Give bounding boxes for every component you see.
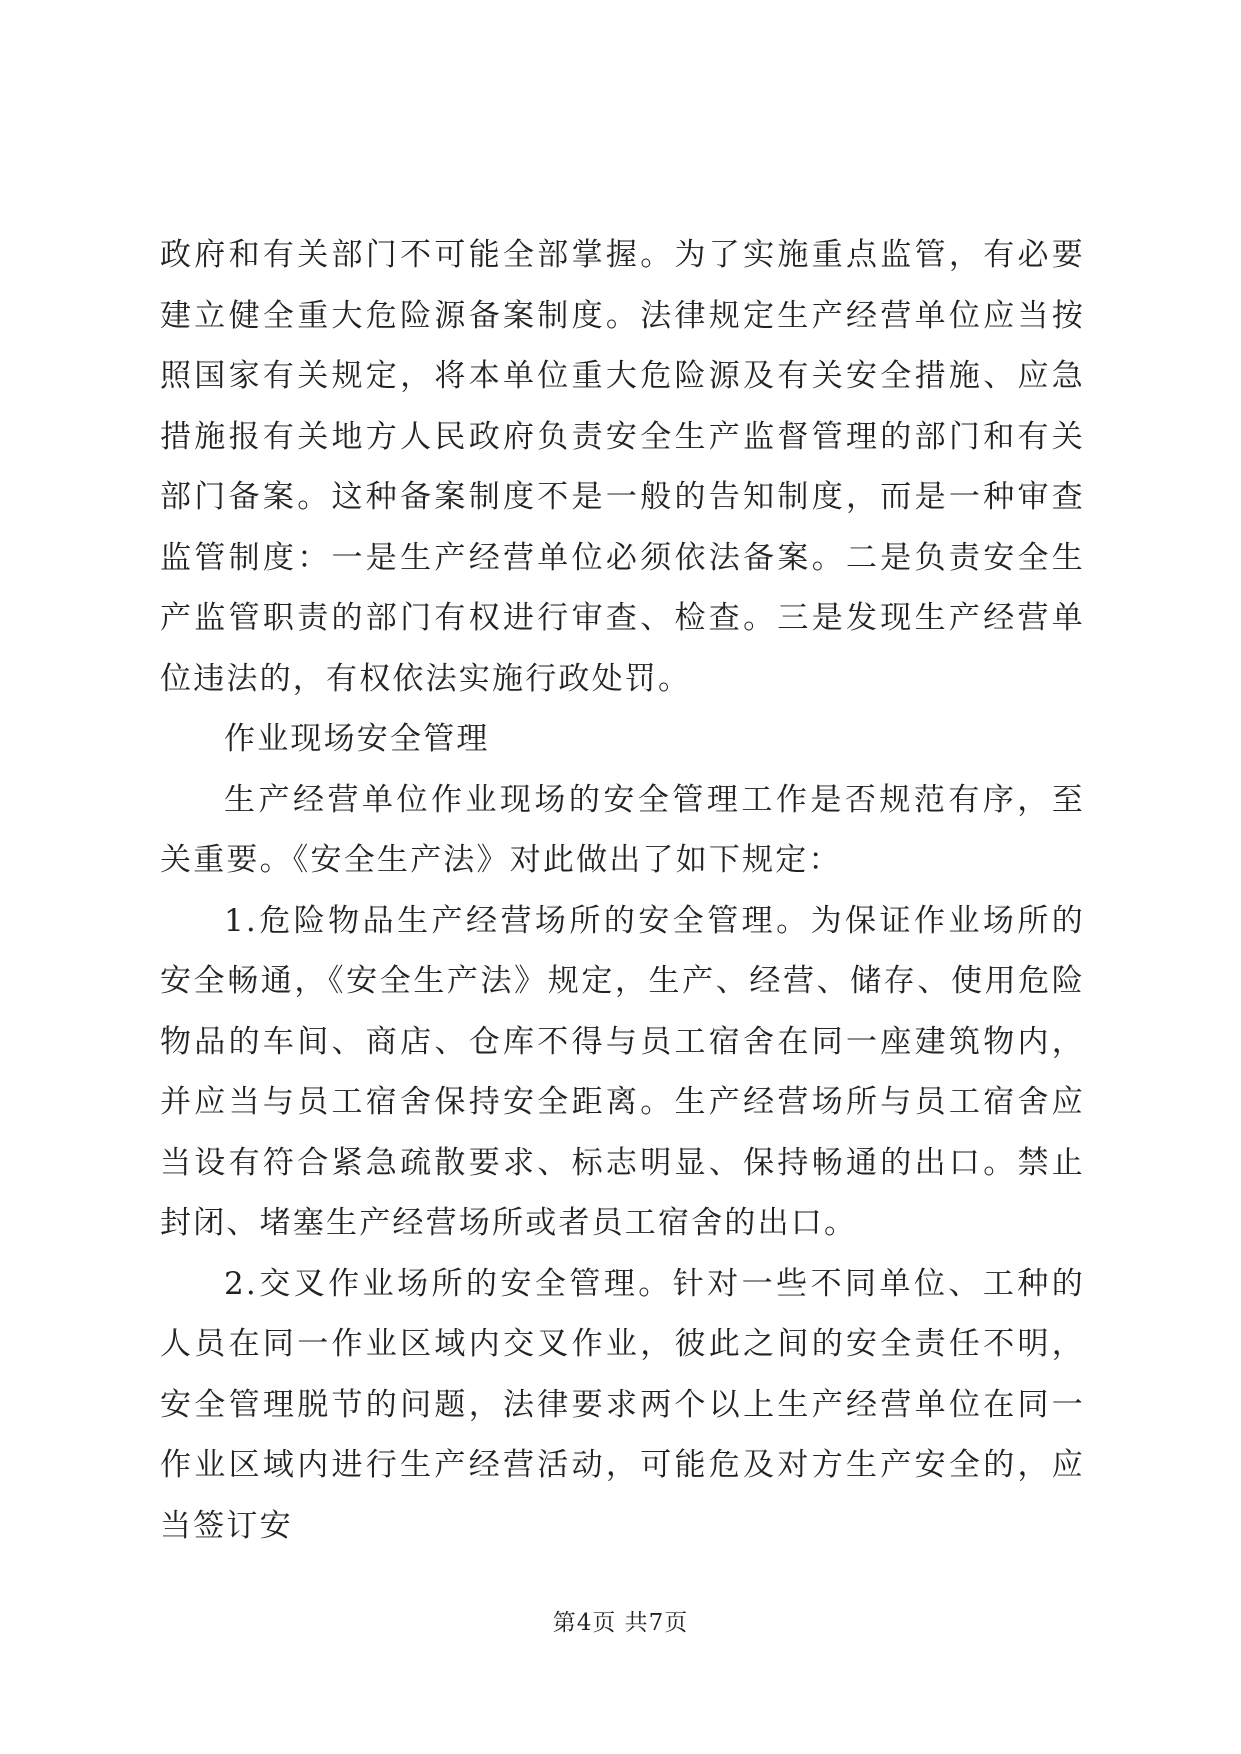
page-footer: 第4页 共7页	[552, 1610, 689, 1636]
section-heading: 作业现场安全管理	[224, 721, 490, 757]
document-body	[160, 225, 1085, 1556]
paragraph-2: 生产经营单位作业现场的安全管理工作是否规范有序，至关重要。《安全生产法》对此做出了如下规定：	[160, 781, 1085, 878]
paragraph-3: 1.危险物品生产经营场所的安全管理。为保证作业场所的安全畅通，《安全生产法》规定，生产、经营、储存、使用危险物品的车间、商店、仓库不得与员工宿舍在同一座建筑物内，并应当与员工宿舍保持安全距离。生产经营场所与员工宿舍应当设有符合紧急疏散要求、标志明显、保持畅通的出口。禁止封闭、堵塞生产经营场所或者员工宿舍的出口。	[160, 902, 1085, 1241]
paragraph-1: 政府和有关部门不可能全部掌握。为了实施重点监管，有必要建立健全重大危险源备案制度。法律规定生产经营单位应当按照国家有关规定，将本单位重大危险源及有关安全措施、应急措施报有关地方人民政府负责安全生产监督管理的部门和有关部门备案。这种备案制度不是一般的告知制度，而是一种审查监管制度：一是生产经营单位必须依法备案。二是负责安全生产监管职责的部门有权进行审查、检查。三是发现生产经营单位违法的，有权依法实施行政处罚。	[160, 237, 1085, 697]
paragraph-4: 2.交叉作业场所的安全管理。针对一些不同单位、工种的人员在同一作业区域内交叉作业，彼此之间的安全责任不明，安全管理脱节的问题，法律要求两个以上生产经营单位在同一作业区域内进行生产经营活动，可能危及对方生产安全的，应当签订安	[160, 1265, 1085, 1544]
